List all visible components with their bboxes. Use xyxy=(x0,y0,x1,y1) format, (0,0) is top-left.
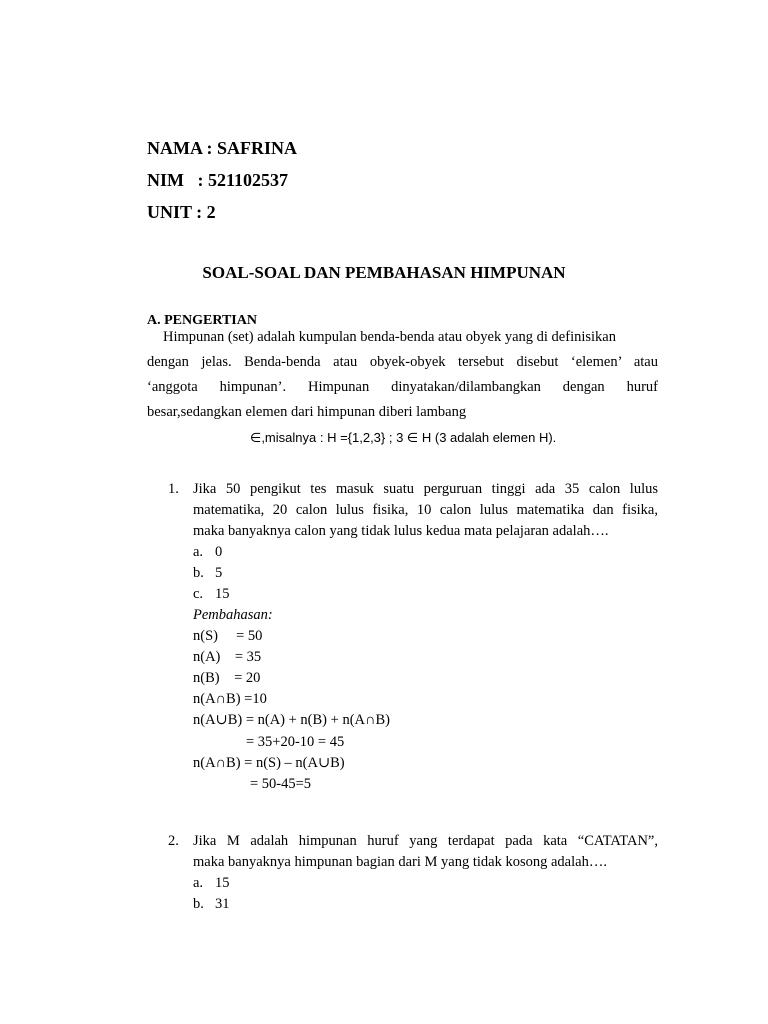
question-2-line-2: maka banyaknya himpunan bagian dari M yang tidak kosong adalah…. xyxy=(193,854,607,870)
question-1-line-1: Jika 50 pengikut tes masuk suatu perguruan tinggi ada 35 calon lulus xyxy=(193,481,658,497)
step-8: = 50-45=5 xyxy=(250,776,312,792)
q1-option-c-letter: c. xyxy=(193,586,204,602)
section-a-heading: A. PENGERTIAN xyxy=(147,313,257,328)
pembahasan-label: Pembahasan: xyxy=(193,607,273,623)
step-3: n(B) = 20 xyxy=(193,670,261,686)
q2-option-b-letter: b. xyxy=(193,896,204,912)
formula-example: ∈,misalnya : H ={1,2,3} ; 3 ∈ H (3 adalah elemen H). xyxy=(250,430,557,445)
question-1-line-2: matematika, 20 calon lulus fisika, 10 calon lulus matematika dan fisika, xyxy=(193,502,658,518)
step-5: n(A∪B) = n(A) + n(B) + n(A∩B) xyxy=(193,712,390,728)
student-nim: NIM : 521102537 xyxy=(147,170,288,190)
section-a-line-3: ‘anggota himpunan’. Himpunan dinyatakan/dilambangkan dengan huruf xyxy=(147,379,658,395)
section-a-line-2: dengan jelas. Benda-benda atau obyek-obyek tersebut disebut ‘elemen’ atau xyxy=(147,354,658,370)
section-a-line-4: besar,sedangkan elemen dari himpunan diberi lambang xyxy=(147,404,467,420)
q2-option-a-value: 15 xyxy=(215,875,230,891)
question-1-number: 1. xyxy=(168,481,179,497)
step-7: n(A∩B) = n(S) – n(A∪B) xyxy=(193,755,345,771)
section-a-line-1: Himpunan (set) adalah kumpulan benda-benda atau obyek yang di definisikan xyxy=(163,329,616,345)
q1-option-c-value: 15 xyxy=(215,586,230,602)
q1-option-b-letter: b. xyxy=(193,565,204,581)
step-1: n(S) = 50 xyxy=(193,628,263,644)
student-name: NAMA : SAFRINA xyxy=(147,138,297,158)
unit-label: UNIT : 2 xyxy=(147,202,216,222)
q1-option-a-value: 0 xyxy=(215,544,223,560)
step-2: n(A) = 35 xyxy=(193,649,262,665)
step-4: n(A∩B) =10 xyxy=(193,691,267,707)
q2-option-b-value: 31 xyxy=(215,896,230,912)
step-6: = 35+20-10 = 45 xyxy=(246,734,345,750)
question-1-line-3: maka banyaknya calon yang tidak lulus kedua mata pelajaran adalah…. xyxy=(193,523,609,539)
q2-option-a-letter: a. xyxy=(193,875,204,891)
document-title: SOAL-SOAL DAN PEMBAHASAN HIMPUNAN xyxy=(202,263,566,282)
question-2-line-1: Jika M adalah himpunan huruf yang terdapat pada kata “CATATAN”, xyxy=(193,833,658,849)
q1-option-a-letter: a. xyxy=(193,544,204,560)
q1-option-b-value: 5 xyxy=(215,565,223,581)
question-2-number: 2. xyxy=(168,833,179,849)
